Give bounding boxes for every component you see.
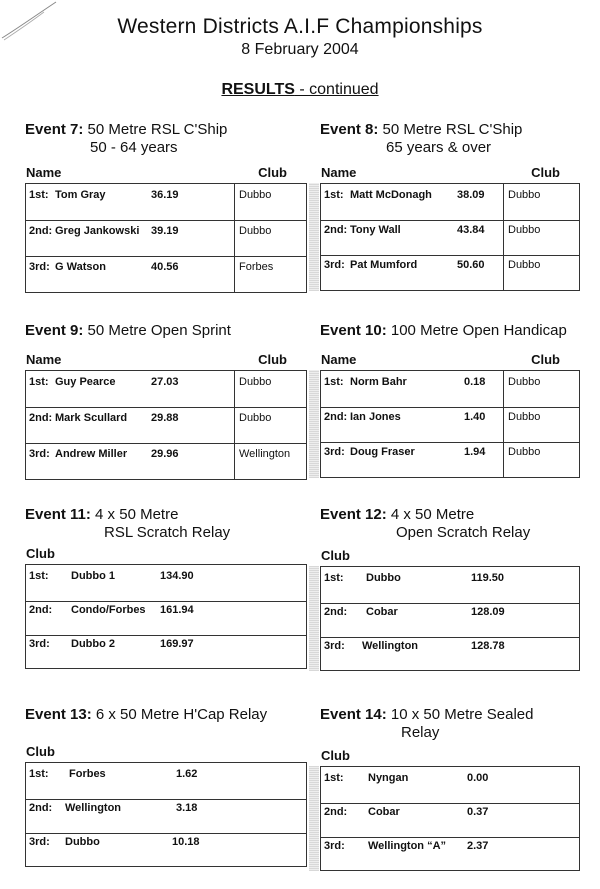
club-header: Club (26, 744, 55, 759)
event-date: 8 February 2004 (241, 41, 359, 58)
column-headers (25, 744, 307, 762)
place-label: 1st: (324, 572, 344, 584)
event-heading (320, 706, 580, 744)
place-label: 1st: (324, 189, 344, 201)
result-value: 128.09 (471, 606, 505, 618)
competitor-name: Mark Scullard (55, 412, 128, 424)
competitor-name: Guy Pearce (55, 376, 116, 388)
place-label: 2nd: (324, 606, 348, 618)
club-cell: Dubbo (503, 406, 540, 442)
table-row (26, 256, 306, 292)
place-label: 1st: (29, 189, 49, 201)
team-name: Dubbo (366, 572, 401, 584)
club-cell: Dubbo (503, 184, 540, 220)
result-value: 39.19 (151, 225, 179, 237)
results-table (320, 183, 580, 291)
column-headers (320, 352, 580, 370)
place-label: 1st: (29, 570, 49, 582)
club-header: Club (258, 165, 287, 180)
competitor-name: Tony Wall (350, 224, 401, 236)
team-name: Condo/Forbes (71, 604, 146, 616)
club-header: Club (321, 548, 350, 563)
column-headers (25, 546, 307, 564)
results-table (25, 183, 307, 293)
result-value: 1.62 (176, 768, 198, 780)
event-number: Event 7: (25, 121, 84, 138)
result-value: 119.50 (471, 572, 505, 584)
place-label: 1st: (29, 376, 49, 388)
table-row (321, 835, 579, 871)
result-value: 1.94 (464, 446, 486, 458)
results-table (25, 564, 307, 669)
result-value: 43.84 (457, 224, 485, 236)
team-name: Nyngan (368, 772, 409, 784)
team-name: Cobar (366, 606, 398, 618)
club-cell: Wellington (234, 443, 290, 479)
name-header: Name (26, 165, 62, 180)
event-title: 10 x 50 Metre Sealed (390, 706, 534, 723)
result-value: 10.18 (172, 836, 200, 848)
results-heading-rest: - continued (294, 81, 379, 98)
results-table (320, 766, 580, 871)
table-row (321, 254, 579, 290)
club-header: Club (321, 748, 350, 763)
competitor-name: Norm Bahr (350, 376, 407, 388)
event-14-block (320, 706, 580, 871)
result-value: 1.40 (464, 411, 486, 423)
event-subtitle: RSL Scratch Relay (104, 524, 231, 541)
place-label: 3rd: (324, 446, 345, 458)
result-value: 3.18 (176, 802, 198, 814)
name-header: Name (26, 352, 62, 367)
name-header: Name (321, 165, 357, 180)
event-9-block (25, 322, 307, 480)
name-header: Name (321, 352, 357, 367)
table-row (321, 601, 579, 638)
place-label: 2nd: (324, 806, 348, 818)
club-header: Club (531, 165, 560, 180)
result-value: 50.60 (457, 259, 485, 271)
place-label: 3rd: (29, 836, 50, 848)
column-headers (25, 165, 307, 183)
club-header: Club (26, 546, 55, 561)
result-value: 0.18 (464, 376, 486, 388)
club-cell: Dubbo (503, 219, 540, 255)
results-table (320, 370, 580, 478)
place-label: 3rd: (29, 448, 50, 460)
table-row (26, 220, 306, 257)
place-label: 2nd: (29, 225, 53, 237)
event-subtitle: Relay (401, 724, 440, 741)
table-row (26, 599, 306, 636)
competitor-name: Doug Fraser (350, 446, 415, 458)
event-heading (320, 121, 580, 159)
column-headers (320, 165, 580, 183)
event-title: 6 x 50 Metre H'Cap Relay (95, 706, 268, 723)
table-row (321, 371, 579, 408)
result-value: 36.19 (151, 189, 179, 201)
club-cell: Dubbo (234, 407, 271, 443)
table-row (26, 633, 306, 669)
table-row (26, 831, 306, 867)
event-10-block (320, 322, 580, 478)
place-label: 2nd: (324, 224, 348, 236)
place-label: 3rd: (29, 638, 50, 650)
place-label: 1st: (324, 376, 344, 388)
place-label: 2nd: (29, 802, 53, 814)
team-name: Dubbo (65, 836, 100, 848)
event-heading (25, 322, 307, 348)
team-name: Cobar (368, 806, 400, 818)
result-value: 27.03 (151, 376, 179, 388)
event-number: Event 8: (320, 121, 379, 138)
event-12-block (320, 506, 580, 671)
table-row (26, 763, 306, 800)
event-subtitle: 50 - 64 years (90, 139, 178, 156)
table-row (321, 635, 579, 671)
event-title: 50 Metre RSL C'Ship (87, 121, 228, 138)
result-value: 128.78 (471, 640, 505, 652)
place-label: 3rd: (324, 259, 345, 271)
result-value: 0.00 (467, 772, 489, 784)
event-8-block (320, 121, 580, 291)
event-title: 4 x 50 Metre (390, 506, 475, 523)
competitor-name: Matt McDonagh (350, 189, 432, 201)
team-name: Wellington (65, 802, 122, 814)
result-value: 161.94 (160, 604, 194, 616)
column-headers (320, 548, 580, 566)
table-row (321, 801, 579, 838)
team-name: Wellington “A” (368, 840, 447, 852)
column-headers (320, 748, 580, 766)
competitor-name: Pat Mumford (350, 259, 418, 271)
competitor-name: Tom Gray (55, 189, 106, 201)
club-cell: Forbes (234, 256, 273, 292)
club-header: Club (531, 352, 560, 367)
event-heading (25, 706, 307, 732)
event-title: 100 Metre Open Handicap (390, 322, 567, 339)
place-label: 2nd: (29, 604, 53, 616)
competitor-name: G Watson (55, 261, 106, 273)
results-heading (0, 80, 600, 100)
event-13-block (25, 706, 307, 867)
table-row (321, 767, 579, 804)
table-row (26, 797, 306, 834)
event-number: Event 13: (25, 706, 92, 723)
place-label: 2nd: (324, 411, 348, 423)
table-row (321, 441, 579, 477)
result-value: 169.97 (160, 638, 194, 650)
table-row (321, 219, 579, 256)
competitor-name: Greg Jankowski (55, 225, 140, 237)
results-heading-bold: RESULTS (221, 81, 295, 98)
result-value: 0.37 (467, 806, 489, 818)
table-row (26, 407, 306, 444)
table-row (26, 184, 306, 221)
event-heading (320, 506, 580, 544)
team-name: Dubbo 1 (71, 570, 115, 582)
place-label: 1st: (324, 772, 344, 784)
page-title: Western Districts A.I.F Championships (117, 15, 483, 38)
event-heading (25, 121, 307, 159)
event-number: Event 14: (320, 706, 387, 723)
result-value: 38.09 (457, 189, 485, 201)
place-label: 3rd: (324, 640, 345, 652)
results-table (320, 566, 580, 671)
event-heading (25, 506, 307, 544)
club-cell: Dubbo (503, 371, 540, 407)
place-label: 3rd: (29, 261, 50, 273)
club-cell: Dubbo (234, 371, 271, 407)
place-label: 1st: (29, 768, 49, 780)
club-cell: Dubbo (234, 184, 271, 220)
result-value: 2.37 (467, 840, 489, 852)
table-row (321, 567, 579, 604)
place-label: 2nd: (29, 412, 53, 424)
event-number: Event 9: (25, 322, 84, 339)
event-number: Event 10: (320, 322, 387, 339)
table-row (26, 371, 306, 408)
column-headers (25, 352, 307, 370)
results-table (25, 762, 307, 867)
event-title: 4 x 50 Metre (95, 506, 179, 523)
event-title: 50 Metre Open Sprint (87, 322, 231, 339)
table-row (26, 565, 306, 602)
event-subtitle: Open Scratch Relay (396, 524, 531, 541)
team-name: Wellington (362, 640, 419, 652)
club-cell: Dubbo (503, 441, 540, 477)
event-11-block (25, 506, 307, 669)
table-row (321, 184, 579, 221)
event-number: Event 12: (320, 506, 387, 523)
table-row (321, 406, 579, 443)
result-value: 40.56 (151, 261, 179, 273)
result-value: 29.88 (151, 412, 179, 424)
event-subtitle: 65 years & over (386, 139, 492, 156)
club-header: Club (258, 352, 287, 367)
table-row (26, 443, 306, 479)
competitor-name: Andrew Miller (55, 448, 128, 460)
place-label: 3rd: (324, 840, 345, 852)
event-7-block (25, 121, 307, 293)
event-title: 50 Metre RSL C'Ship (382, 121, 523, 138)
team-name: Forbes (69, 768, 106, 780)
team-name: Dubbo 2 (71, 638, 115, 650)
result-value: 29.96 (151, 448, 179, 460)
result-value: 134.90 (160, 570, 194, 582)
club-cell: Dubbo (234, 220, 271, 256)
club-cell: Dubbo (503, 254, 540, 290)
event-heading (320, 322, 580, 348)
event-number: Event 11: (25, 506, 91, 523)
competitor-name: Ian Jones (350, 411, 401, 423)
results-table (25, 370, 307, 480)
